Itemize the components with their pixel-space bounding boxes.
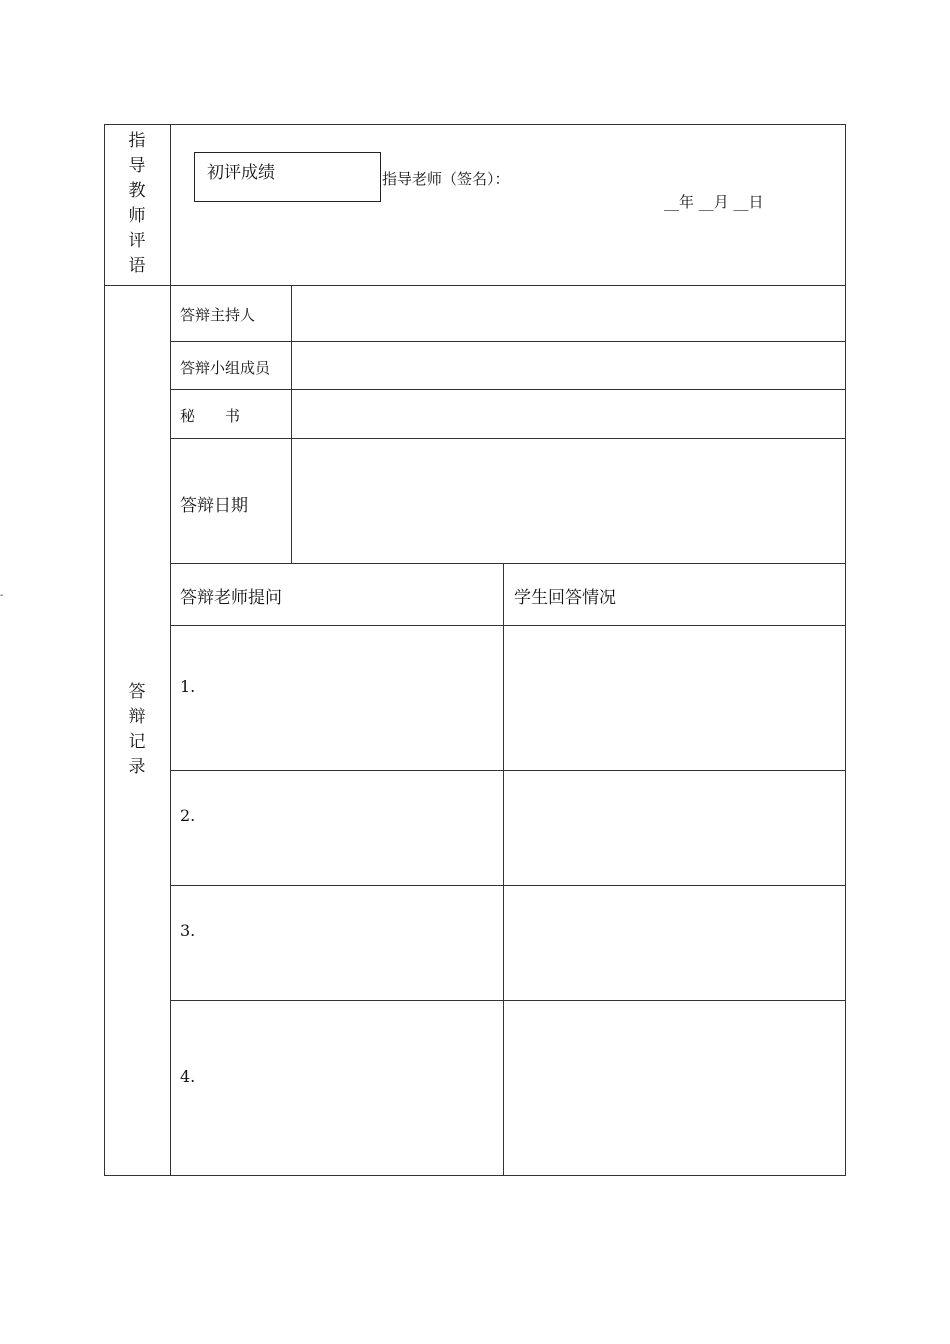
question-number-4: 4. bbox=[180, 1067, 196, 1086]
defense-date-value-cell[interactable] bbox=[292, 439, 845, 563]
initial-grade-box[interactable] bbox=[194, 152, 381, 202]
answer-cell-2[interactable] bbox=[504, 771, 845, 885]
qa-header-questions: 答辩老师提问 bbox=[180, 588, 282, 608]
answer-cell-4[interactable] bbox=[504, 1001, 845, 1175]
defense-date-label: 答辩日期 bbox=[180, 496, 248, 516]
qa-header-answers: 学生回答情况 bbox=[514, 588, 616, 608]
question-number-3: 3. bbox=[180, 921, 196, 940]
defense-side-label: 答辩记录 bbox=[128, 682, 146, 777]
host-label: 答辩主持人 bbox=[180, 306, 256, 324]
initial-grade-label: 初评成绩 bbox=[207, 163, 275, 183]
host-value-cell[interactable] bbox=[292, 286, 845, 341]
table-border-top bbox=[104, 124, 846, 125]
comment-side-label: 指导教师评语 bbox=[128, 131, 146, 276]
question-number-1: 1. bbox=[180, 677, 196, 696]
row-divider-4 bbox=[170, 563, 846, 564]
secretary-label: 秘 书 bbox=[180, 407, 241, 425]
answer-cell-3[interactable] bbox=[504, 886, 845, 1000]
margin-mark: - bbox=[0, 590, 4, 601]
table-border-left bbox=[104, 124, 105, 1176]
label-column-divider bbox=[170, 124, 171, 1176]
table-border-right bbox=[845, 124, 846, 1176]
table-border-bottom bbox=[104, 1175, 846, 1176]
panel-members-label: 答辩小组成员 bbox=[180, 359, 271, 377]
question-number-2: 2. bbox=[180, 806, 196, 825]
panel-members-value-cell[interactable] bbox=[292, 342, 845, 389]
advisor-signature-label: 指导老师（签名）： bbox=[382, 170, 510, 188]
answer-cell-1[interactable] bbox=[504, 626, 845, 770]
secretary-value-cell[interactable] bbox=[292, 390, 845, 438]
comment-date-line: __年 __月 __日 bbox=[664, 193, 764, 211]
